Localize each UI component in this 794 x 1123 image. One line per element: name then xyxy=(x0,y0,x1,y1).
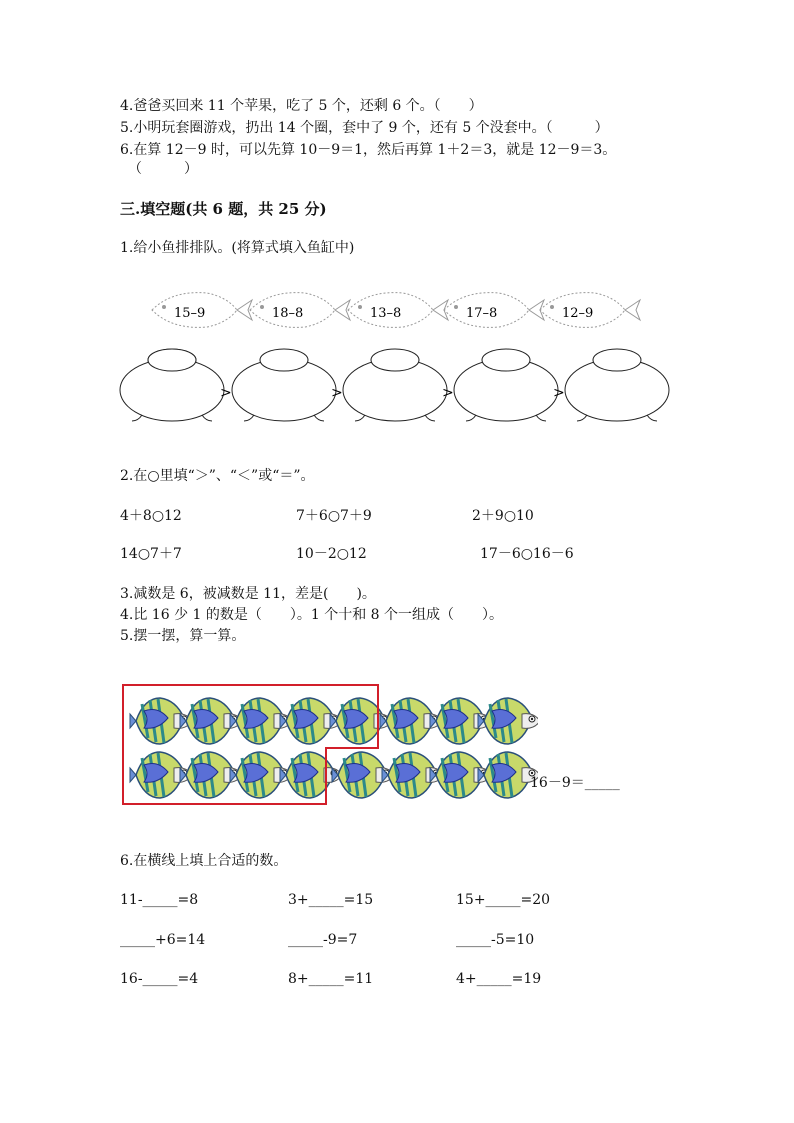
q5-equation: 16－9＝_____ xyxy=(530,775,620,791)
q5-prompt: 5.摆一摆，算一算。 xyxy=(120,628,246,644)
separator-2: > xyxy=(331,385,343,401)
q2-r1-c1: 4＋8○12 xyxy=(120,508,182,524)
q6-r3-c3: 4+_____=19 xyxy=(456,971,542,987)
fish-tank-figure xyxy=(110,285,670,430)
q2-r2-c2: 10－2○12 xyxy=(296,546,367,562)
fish-label-1: 15–9 xyxy=(174,306,206,321)
fish-tank-5 xyxy=(565,349,669,421)
fish-label-4: 17–8 xyxy=(466,306,498,321)
q6-prompt: 6.在横线上填上合适的数。 xyxy=(120,853,288,869)
q6-r1-c3: 15+_____=20 xyxy=(456,892,551,908)
fish-label-3: 13–8 xyxy=(370,306,402,321)
q2-r2-c1: 14○7＋7 xyxy=(120,546,182,562)
q1-prompt: 1.给小鱼排排队。(将算式填入鱼缸中) xyxy=(120,240,355,256)
q6-r2-c2: _____-9=7 xyxy=(288,932,358,948)
fish-4 xyxy=(444,293,544,328)
q6-r3-c1: 16-_____=4 xyxy=(120,971,199,987)
q6-r1-c2: 3+_____=15 xyxy=(288,892,374,908)
q2-prompt: 2.在○里填“＞”、“＜”或“＝”。 xyxy=(120,468,315,484)
judge-item-6-answer: （ ） xyxy=(128,161,198,177)
angelfish-figure xyxy=(118,680,538,810)
q6-r3-c2: 8+_____=11 xyxy=(288,971,374,987)
q6-r1-c1: 11-_____=8 xyxy=(120,892,199,908)
fish-tank-4 xyxy=(454,349,558,421)
fish-tank-3 xyxy=(343,349,447,421)
judge-item-4: 4.爸爸买回来 11 个苹果，吃了 5 个，还剩 6 个。（ ） xyxy=(120,98,483,114)
q6-r2-c1: _____+6=14 xyxy=(120,932,206,948)
q3: 3.减数是 6，被减数是 11，差是( )。 xyxy=(120,586,376,602)
separator-4: > xyxy=(553,385,565,401)
fish-label-5: 12–9 xyxy=(562,306,594,321)
fish-label-2: 18–8 xyxy=(272,306,304,321)
fish-1 xyxy=(152,293,252,328)
judge-item-5: 5.小明玩套圈游戏，扔出 14 个圈，套中了 9 个，还有 5 个没套中。（ ） xyxy=(120,120,609,136)
fish-5 xyxy=(540,293,640,328)
section-title: 三.填空题(共 6 题，共 25 分) xyxy=(120,200,327,218)
fish-tank-1 xyxy=(120,349,224,421)
fish-tank-2 xyxy=(232,349,336,421)
separator-3: > xyxy=(442,385,454,401)
q4: 4.比 16 少 1 的数是（ ）。1 个十和 8 个一组成（ ）。 xyxy=(120,607,504,623)
q2-r2-c3: 17－6○16－6 xyxy=(480,546,574,562)
judge-item-6: 6.在算 12－9 时，可以先算 10－9＝1，然后再算 1＋2＝3，就是 12－9＝3。 xyxy=(120,142,617,158)
q6-r2-c3: _____-5=10 xyxy=(456,932,535,948)
q2-r1-c2: 7＋6○7＋9 xyxy=(296,508,372,524)
q2-r1-c3: 2＋9○10 xyxy=(472,508,534,524)
separator-1: > xyxy=(220,385,232,401)
fish-2 xyxy=(250,293,350,328)
fish-3 xyxy=(348,293,448,328)
